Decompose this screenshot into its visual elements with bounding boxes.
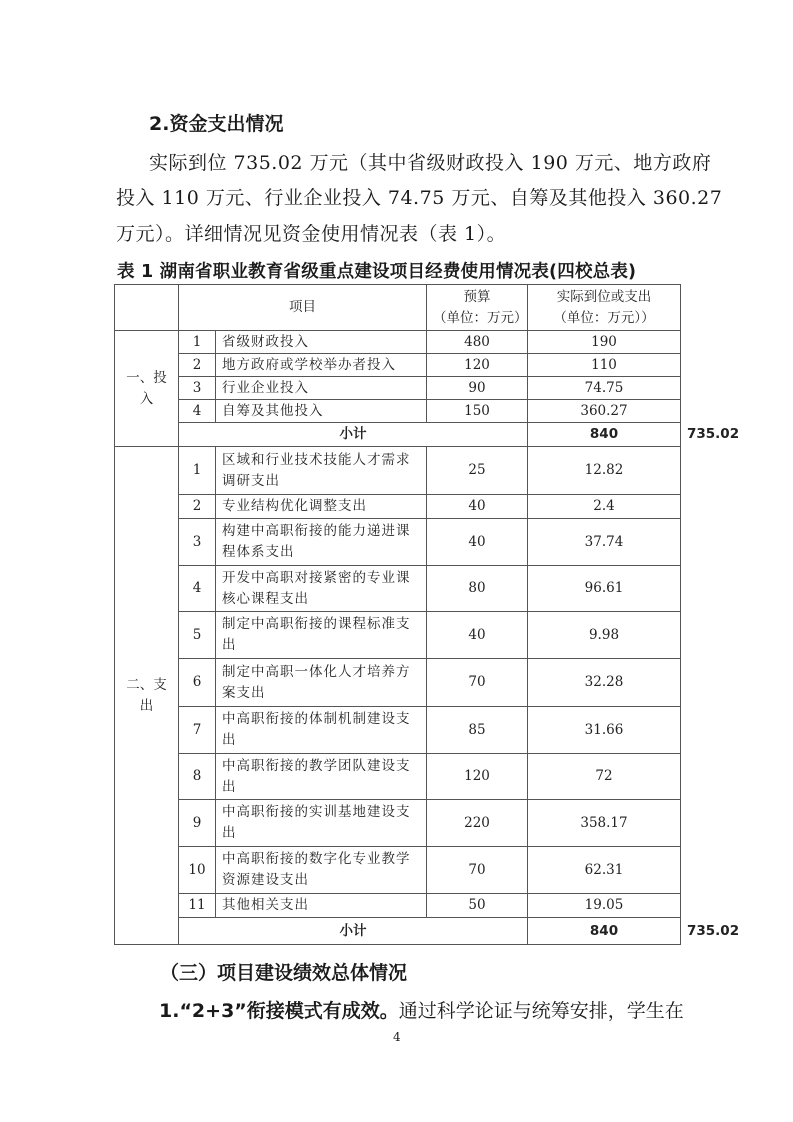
row-number: 4: [179, 400, 216, 423]
table-row: [115, 800, 681, 847]
header-actual-unit: （单位：万元））: [553, 309, 655, 326]
row-budget: 90: [427, 377, 528, 400]
row-item-name: 制定中高职衔接的课程标准支出: [216, 612, 427, 659]
subtotal-budget: 840: [528, 423, 681, 447]
row-number: 5: [179, 612, 216, 659]
row-actual: 19.05: [528, 894, 681, 918]
row-budget: 70: [427, 659, 528, 707]
paragraph-line: 实际到位 735.02 万元（其中省级财政投入 190 万元、地方政府: [149, 152, 712, 174]
row-item-name: 中高职衔接的体制机制建设支出: [216, 707, 427, 754]
subtotal-label: 小计: [179, 918, 528, 945]
performance-heading: （三）项目建设绩效总体情况: [160, 962, 408, 984]
row-actual: 190: [528, 331, 681, 354]
performance-lead: 1.“2+3”衔接模式有成效。: [159, 1000, 399, 1022]
row-actual: 37.74: [528, 519, 681, 566]
expense-group-label: 二、支出: [115, 447, 179, 945]
table-row: [115, 659, 681, 707]
row-item-name: 制定中高职一体化人才培养方案支出: [216, 659, 427, 707]
table-row: [115, 894, 681, 918]
row-actual: 358.17: [528, 800, 681, 847]
row-budget: 120: [427, 354, 528, 377]
table-row: [115, 566, 681, 612]
table-row: [115, 847, 681, 894]
row-actual: 74.75: [528, 377, 681, 400]
row-number: 2: [179, 354, 216, 377]
header-item: 项目: [179, 285, 427, 331]
row-number: 9: [179, 800, 216, 847]
row-item-name: 省级财政投入: [216, 331, 427, 354]
table-row: [115, 377, 681, 400]
row-number: 3: [179, 519, 216, 566]
row-actual: 62.31: [528, 847, 681, 894]
row-actual: 12.82: [528, 447, 681, 495]
table-row: [115, 447, 681, 495]
income-group-label: 一、投入: [115, 331, 179, 447]
row-item-name: 中高职衔接的教学团队建设支出: [216, 754, 427, 800]
row-actual: 9.98: [528, 612, 681, 659]
row-item-name: 开发中高职对接紧密的专业课核心课程支出: [216, 566, 427, 612]
row-item-name: 地方政府或学校举办者投入: [216, 354, 427, 377]
row-number: 8: [179, 754, 216, 800]
row-budget: 40: [427, 495, 528, 519]
table-row: [115, 754, 681, 800]
row-number: 10: [179, 847, 216, 894]
row-budget: 40: [427, 612, 528, 659]
subtotal-label: 小计: [179, 423, 528, 447]
header-actual: [528, 285, 681, 331]
subtotal-budget: 840: [528, 918, 681, 945]
row-budget: 150: [427, 400, 528, 423]
row-actual: 2.4: [528, 495, 681, 519]
table-row: [115, 354, 681, 377]
header-budget-unit: （单位：万元）: [433, 309, 528, 326]
table-row: [115, 331, 681, 354]
row-item-name: 专业结构优化调整支出: [216, 495, 427, 519]
header-blank-cell: [115, 285, 179, 331]
table-row: [115, 707, 681, 754]
paragraph-line: 万元）。详细情况见资金使用情况表（表 1）。: [116, 223, 507, 245]
row-number: 7: [179, 707, 216, 754]
expense-subtotal-row: 小计 840 735.02: [115, 918, 681, 945]
row-actual: 360.27: [528, 400, 681, 423]
row-actual: 110: [528, 354, 681, 377]
row-budget: 70: [427, 847, 528, 894]
row-budget: 40: [427, 519, 528, 566]
row-item-name: 行业企业投入: [216, 377, 427, 400]
section-heading: 2.资金支出情况: [149, 113, 284, 135]
row-item-name: 区域和行业技术技能人才需求调研支出: [216, 447, 427, 495]
table-row: [115, 400, 681, 423]
row-budget: 80: [427, 566, 528, 612]
header-budget: [427, 285, 528, 331]
row-actual: 31.66: [528, 707, 681, 754]
paragraph-line: 投入 110 万元、行业企业投入 74.75 万元、自筹及其他投入 360.27: [116, 187, 723, 209]
row-number: 11: [179, 894, 216, 918]
fund-usage-table: [114, 284, 740, 945]
row-item-name: 其他相关支出: [216, 894, 427, 918]
row-budget: 25: [427, 447, 528, 495]
row-actual: 32.28: [528, 659, 681, 707]
row-number: 2: [179, 495, 216, 519]
table-caption: 表 1 湖南省职业教育省级重点建设项目经费使用情况表(四校总表): [117, 262, 637, 282]
row-number: 3: [179, 377, 216, 400]
row-budget: 50: [427, 894, 528, 918]
row-number: 1: [179, 447, 216, 495]
table-row: [115, 495, 681, 519]
row-actual: 72: [528, 754, 681, 800]
performance-paragraph: [159, 996, 684, 1023]
row-actual: 96.61: [528, 566, 681, 612]
table-row: [115, 612, 681, 659]
table-row: [115, 519, 681, 566]
row-item-name: 中高职衔接的数字化专业教学资源建设支出: [216, 847, 427, 894]
row-budget: 120: [427, 754, 528, 800]
row-item-name: 中高职衔接的实训基地建设支出: [216, 800, 427, 847]
row-number: 6: [179, 659, 216, 707]
row-item-name: 自筹及其他投入: [216, 400, 427, 423]
header-budget-label: 预算: [463, 288, 491, 305]
row-number: 1: [179, 331, 216, 354]
header-actual-label: 实际到位或支出: [556, 288, 652, 305]
row-budget: 220: [427, 800, 528, 847]
page-number: 4: [393, 1030, 401, 1044]
row-budget: 480: [427, 331, 528, 354]
income-subtotal-row: 小计 840 735.02: [115, 423, 681, 447]
table-header-row: [115, 285, 681, 331]
row-item-name: 构建中高职衔接的能力递进课程体系支出: [216, 519, 427, 566]
row-budget: 85: [427, 707, 528, 754]
row-number: 4: [179, 566, 216, 612]
performance-text: 通过科学论证与统筹安排，学生在: [398, 1000, 684, 1022]
